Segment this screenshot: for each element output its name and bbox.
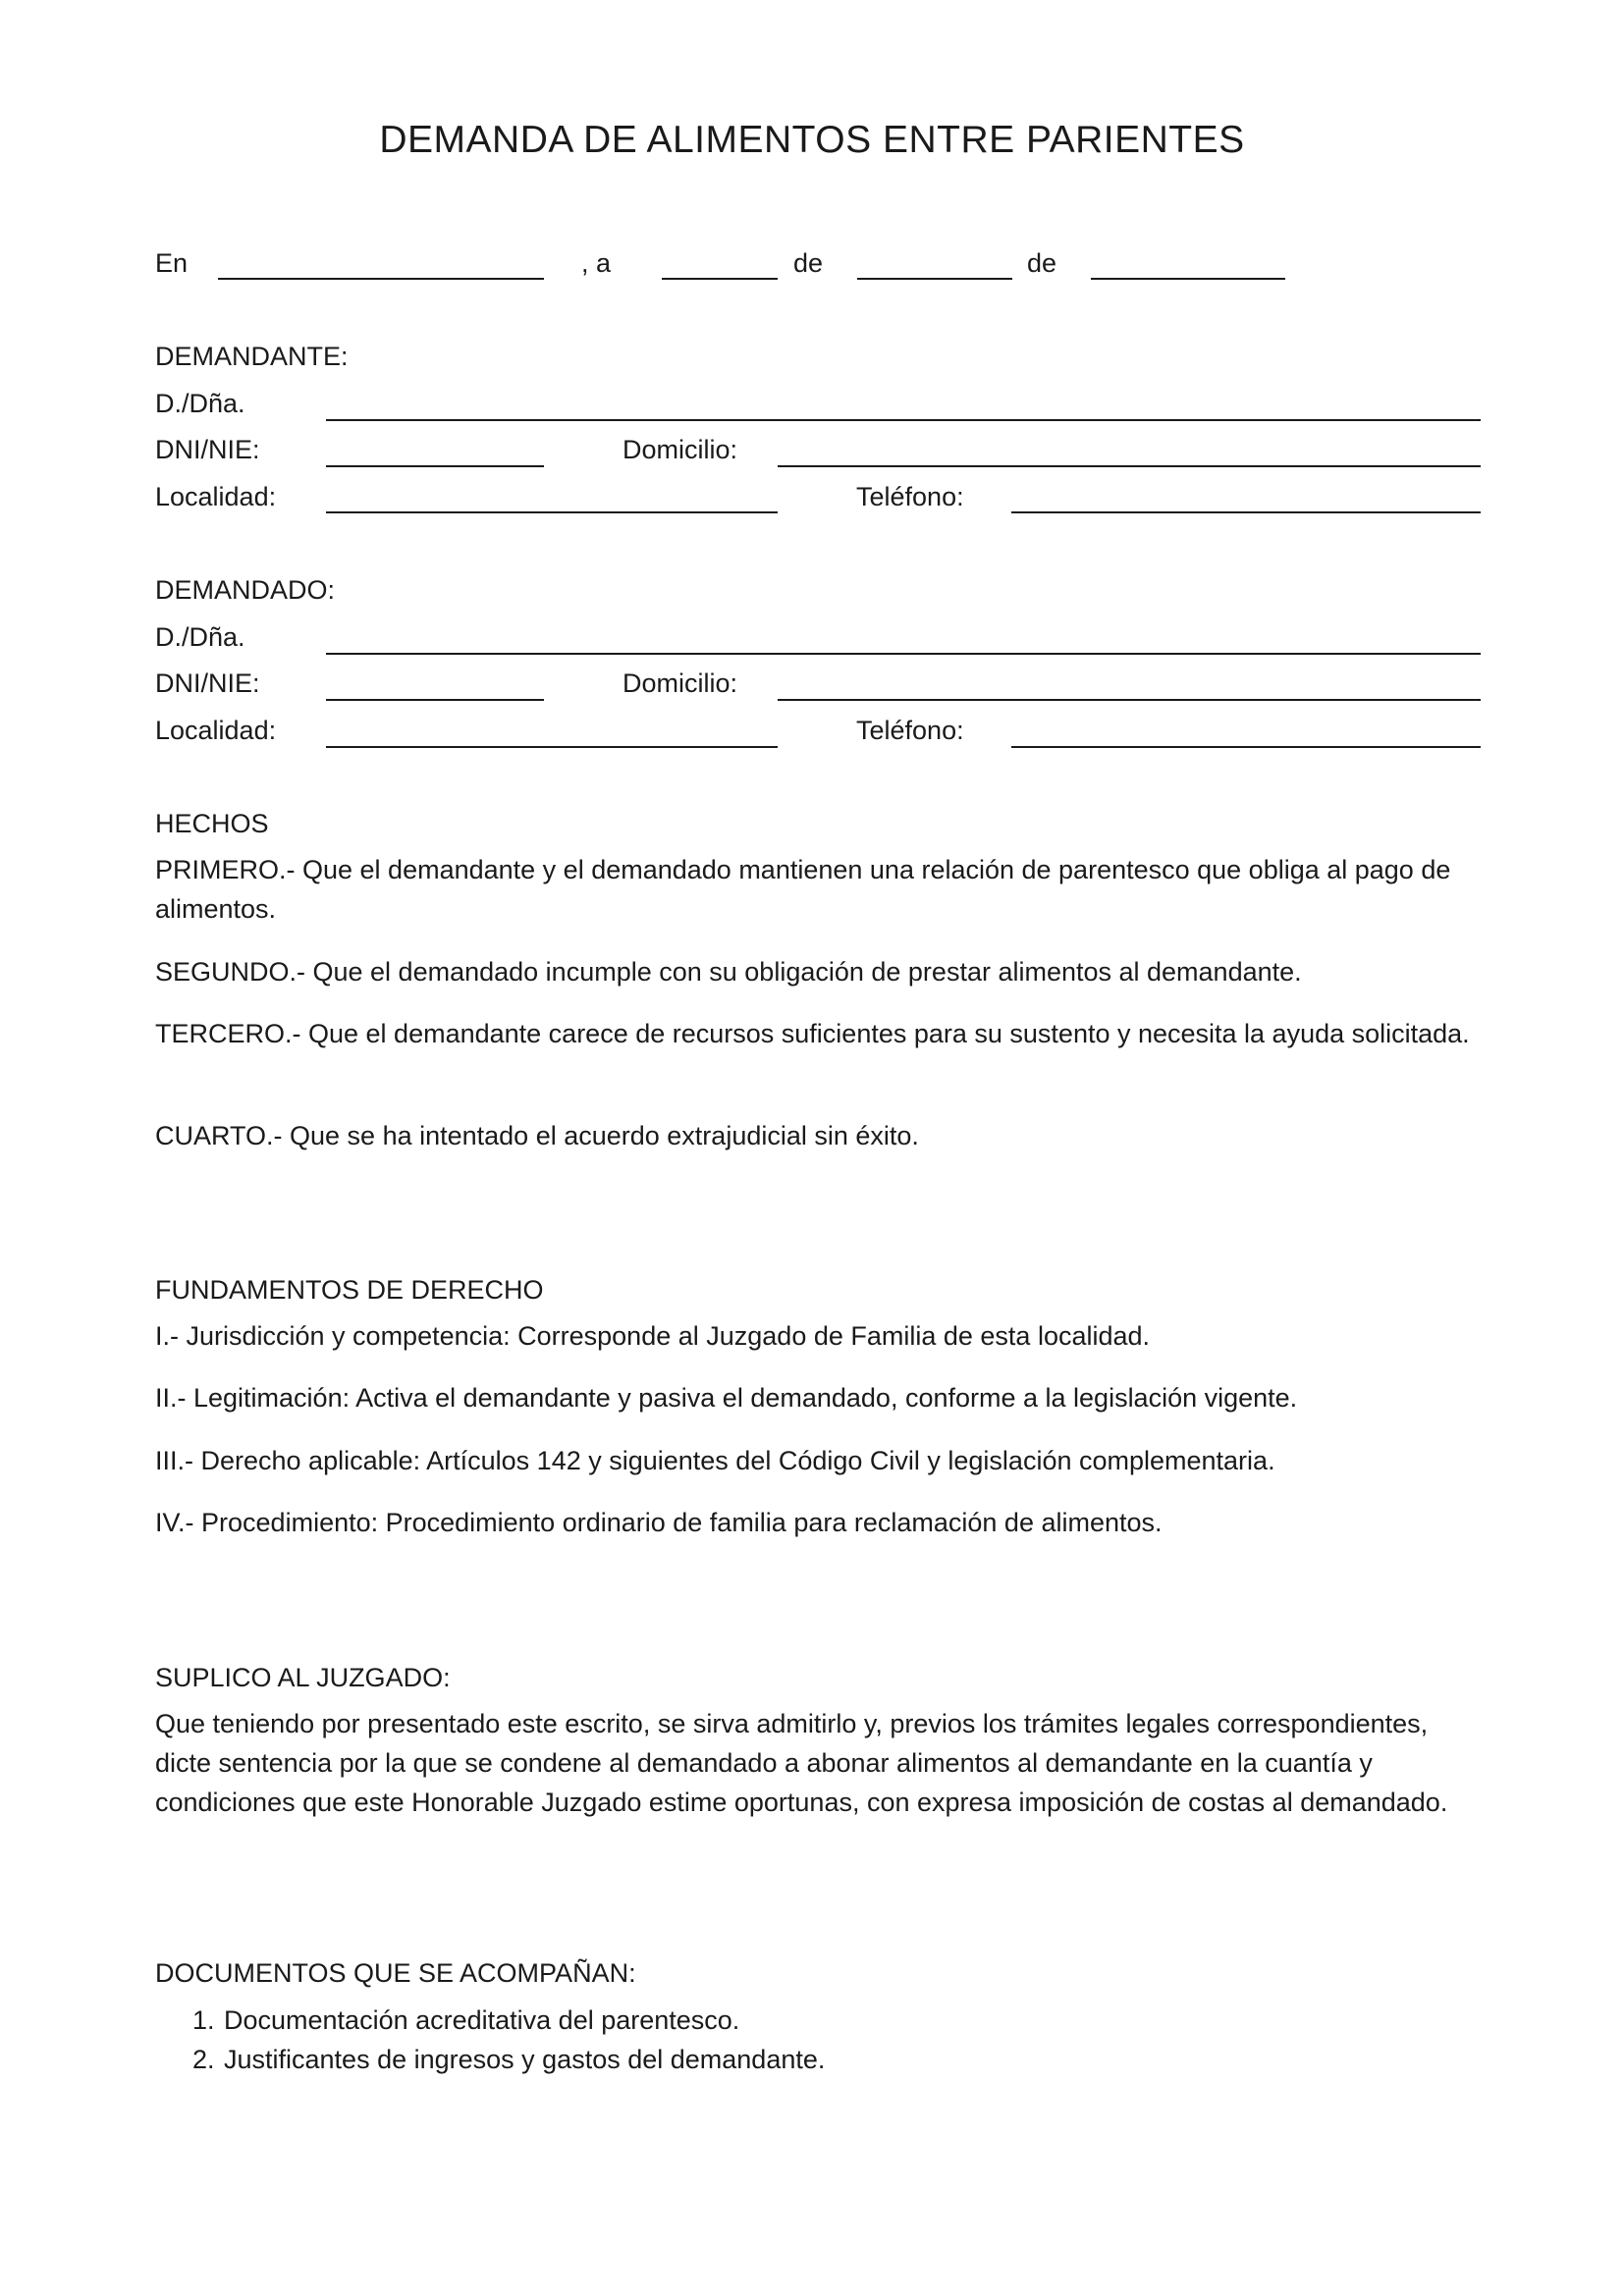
list-item <box>155 2001 1432 2040</box>
date-a-label: , a <box>581 248 612 278</box>
suplico-heading: SUPLICO AL JUZGADO: <box>155 1663 451 1692</box>
demandante-dni-label: DNI/NIE: <box>155 435 260 464</box>
place-blank-line[interactable] <box>218 278 544 280</box>
hecho-primero: PRIMERO.- Que el demandante y el demandado mantienen una relación de parentesco que obliga al pago de alimentos. <box>155 855 1451 924</box>
demandado-name-label: D./Dña. <box>155 622 245 652</box>
demandante-name-line[interactable] <box>326 419 1481 421</box>
demandado-localidad-label: Localidad: <box>155 716 277 745</box>
demandado-domicilio-label: Domicilio: <box>623 668 738 698</box>
date-en-label: En <box>155 248 189 278</box>
list-item-number: 1. <box>192 2005 215 2035</box>
demandado-telefono-label: Teléfono: <box>856 716 964 745</box>
demandante-dni-line[interactable] <box>326 465 544 467</box>
list-item <box>155 2040 1432 2079</box>
fundamento-1: I.- Jurisdicción y competencia: Corresponde al Juzgado de Familia de esta localidad. <box>155 1321 1151 1351</box>
demandado-heading: DEMANDADO: <box>155 575 336 605</box>
hecho-tercero: TERCERO.- Que el demandante carece de recursos suficientes para su sustento y necesita la ayuda solicitada. <box>155 1019 1470 1048</box>
documentos-heading: DOCUMENTOS QUE SE ACOMPAÑAN: <box>155 1958 636 1988</box>
demandante-name-label: D./Dña. <box>155 389 245 418</box>
list-item-number: 2. <box>192 2045 215 2074</box>
fundamento-3: III.- Derecho aplicable: Artículos 142 y siguientes del Código Civil y legislación complementaria. <box>155 1446 1275 1475</box>
fundamento-4: IV.- Procedimiento: Procedimiento ordinario de familia para reclamación de alimentos. <box>155 1508 1163 1537</box>
hecho-cuarto: CUARTO.- Que se ha intentado el acuerdo extrajudicial sin éxito. <box>155 1121 919 1150</box>
date-de-label-1: de <box>793 248 824 278</box>
day-blank-line[interactable] <box>662 278 778 280</box>
demandante-domicilio-label: Domicilio: <box>623 435 738 464</box>
documentos-list <box>155 2001 1432 2079</box>
demandante-localidad-label: Localidad: <box>155 482 277 511</box>
demandado-localidad-line[interactable] <box>326 746 778 748</box>
demandado-domicilio-line[interactable] <box>778 699 1481 701</box>
date-de-label-2: de <box>1027 248 1057 278</box>
demandado-name-line[interactable] <box>326 653 1481 655</box>
year-blank-line[interactable] <box>1091 278 1285 280</box>
suplico-text: Que teniendo por presentado este escrito, se sirva admitirlo y, previos los trámites legales correspondientes, dicte sentencia por la que se condene al demandado a abonar alimentos al demandante en la cuantía y condiciones que este Honorable Juzgado estime oportunas, con expresa imposición de costas al demandado. <box>155 1709 1448 1817</box>
page-title: DEMANDA DE ALIMENTOS ENTRE PARIENTES <box>379 119 1245 161</box>
fundamentos-heading: FUNDAMENTOS DE DERECHO <box>155 1275 544 1305</box>
demandado-dni-label: DNI/NIE: <box>155 668 260 698</box>
demandante-localidad-line[interactable] <box>326 511 778 513</box>
list-item-text: Documentación acreditativa del parentesco. <box>224 2005 740 2035</box>
demandado-telefono-line[interactable] <box>1011 746 1481 748</box>
list-item-text: Justificantes de ingresos y gastos del demandante. <box>224 2045 826 2074</box>
demandante-heading: DEMANDANTE: <box>155 342 349 371</box>
fundamento-2: II.- Legitimación: Activa el demandante y pasiva el demandado, conforme a la legislación vigente. <box>155 1383 1298 1413</box>
demandado-dni-line[interactable] <box>326 699 544 701</box>
demandante-telefono-line[interactable] <box>1011 511 1481 513</box>
demandante-telefono-label: Teléfono: <box>856 482 964 511</box>
demandante-domicilio-line[interactable] <box>778 465 1481 467</box>
hecho-segundo: SEGUNDO.- Que el demandado incumple con su obligación de prestar alimentos al demandante. <box>155 957 1302 987</box>
hechos-heading: HECHOS <box>155 809 269 838</box>
month-blank-line[interactable] <box>857 278 1012 280</box>
